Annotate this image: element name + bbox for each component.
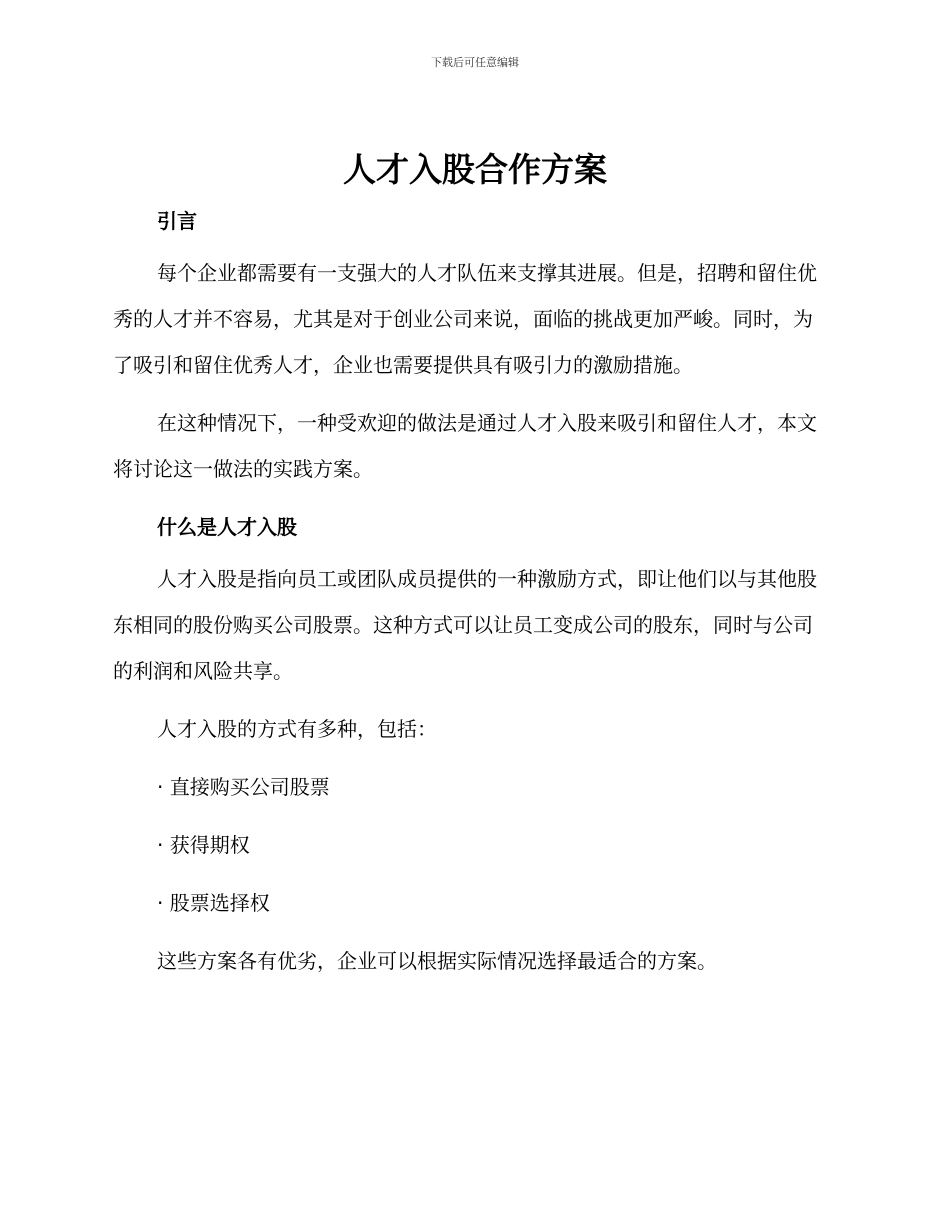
document-body bbox=[113, 204, 831, 984]
list-item: · 直接购买公司股票 bbox=[157, 775, 330, 799]
list-item: · 股票选择权 bbox=[157, 891, 270, 915]
what-paragraph-1: 人才入股是指向员工或团队成员提供的一种激励方式，即让他们以与其他股东相同的股份购买公司股票。这种方式可以让员工变成公司的股东，同时与公司的利润和风险共享。 bbox=[113, 567, 817, 683]
document-title: 人才入股合作方案 bbox=[343, 150, 607, 189]
header-note: 下载后可任意编辑 bbox=[431, 56, 519, 69]
intro-paragraph-1: 每个企业都需要有一支强大的人才队伍来支撑其进展。但是，招聘和留住优秀的人才并不容易，尤其是对于创业公司来说，面临的挑战更加严峻。同时，为了吸引和留住优秀人才，企业也需要提供具有吸引力的激励措施。 bbox=[113, 261, 817, 377]
intro-paragraph-2: 在这种情况下，一种受欢迎的做法是通过人才入股来吸引和留住人才，本文将讨论这一做法的实践方案。 bbox=[113, 411, 817, 481]
list-item: · 获得期权 bbox=[157, 833, 250, 857]
what-paragraph-2: 人才入股的方式有多种，包括： bbox=[157, 717, 437, 741]
section-heading-what: 什么是人才入股 bbox=[157, 515, 297, 539]
section-heading-intro: 引言 bbox=[157, 209, 197, 233]
what-closing-paragraph: 这些方案各有优劣，企业可以根据实际情况选择最适合的方案。 bbox=[157, 949, 717, 973]
